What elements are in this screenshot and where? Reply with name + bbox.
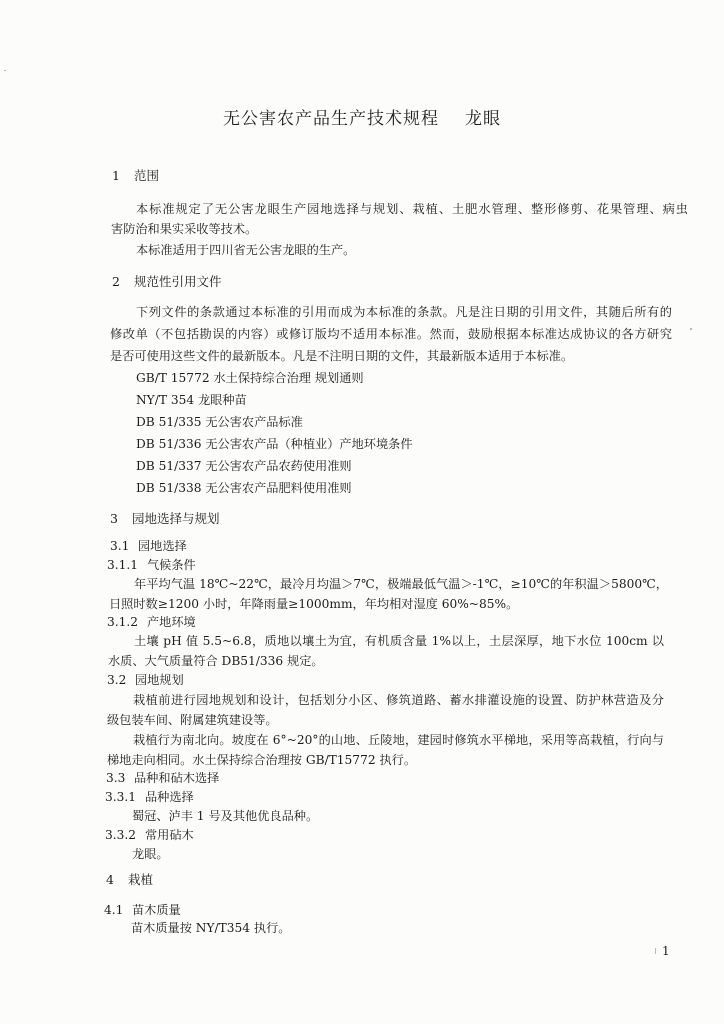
scan-artifact [4, 70, 6, 71]
section-title: 气候条件 [147, 558, 196, 572]
subsection-3-2-heading [107, 672, 184, 688]
section-number: 1 [112, 168, 120, 183]
s41-paragraph: 苗木质量按 NY/T354 执行。 [131, 921, 291, 935]
reference-item: NY/T 354 龙眼种苗 [136, 393, 247, 407]
section-1-heading [112, 168, 159, 184]
s2-paragraph-1-line-1: 下列文件的条款通过本标准的引用而成为本标准的条款。凡是注日期的引用文件，其随后所有的 [136, 305, 672, 319]
subsection-3-3-heading [106, 770, 219, 786]
section-title: 园地选择与规划 [132, 511, 220, 526]
section-number: 3.3.2 [105, 828, 137, 842]
section-title: 规范性引用文件 [134, 274, 222, 289]
s2-paragraph-1-line-3: 是否可使用这些文件的最新版本。凡是不注明日期的文件，其最新版本适用于本标准。 [110, 349, 574, 363]
section-title: 品种和砧木选择 [134, 771, 220, 785]
section-title: 园地选择 [138, 539, 187, 553]
section-number: 3.1 [110, 539, 130, 553]
subsection-3-3-2-heading [105, 827, 194, 843]
s311-paragraph-line-2: 日照时数≥1200 小时，年降雨量≥1000mm，年均相对湿度 60%~85%。 [109, 597, 519, 611]
section-number: 3.3.1 [105, 790, 137, 804]
section-title: 范围 [134, 168, 160, 183]
s32-paragraph-1-line-2: 级包装车间、附属建筑建设等。 [107, 713, 278, 727]
section-number: 3.2 [107, 673, 127, 687]
s311-paragraph-line-1: 年平均气温 18℃~22℃，最冷月均温＞7℃，极端最低气温＞-1℃，≥10℃的年积温＞5800℃， [134, 577, 668, 591]
section-number: 3 [110, 511, 118, 526]
title-subtitle: 龙眼 [465, 109, 501, 129]
section-title: 栽植 [128, 872, 154, 887]
scan-artifact [655, 948, 656, 954]
s1-paragraph-1-line-2: 害防治和果实采收等技术。 [111, 222, 258, 236]
subsection-3-3-1-heading [105, 789, 194, 805]
section-title: 常用砧木 [145, 828, 194, 842]
section-title: 苗木质量 [132, 903, 181, 917]
section-number: 4.1 [104, 903, 124, 917]
s312-paragraph-line-2: 水质、大气质量符合 DB51/336 规定。 [108, 654, 324, 668]
s331-paragraph: 蜀冠、泸丰 1 号及其他优良品种。 [132, 809, 319, 823]
s1-paragraph-2: 本标准适用于四川省无公害龙眼的生产。 [136, 243, 356, 257]
subsection-4-1-heading [104, 902, 181, 918]
s32-paragraph-2-line-1: 栽植行为南北向。坡度在 6°~20°的山地、丘陵地，建园时修筑水平梯地，采用等高栽植，行向与 [133, 733, 664, 747]
reference-item: DB 51/335 无公害农产品标准 [136, 415, 303, 429]
s312-paragraph-line-1: 土壤 pH 值 5.5~6.8，质地以壤土为宜，有机质含量 1%以上，土层深厚，地下水位 100cm 以 [134, 634, 664, 648]
reference-item: GB/T 15772 水土保持综合治理 规划通则 [136, 371, 364, 385]
scan-artifact [690, 328, 692, 330]
s32-paragraph-2-line-2: 梯地走向相同。水土保持综合治理按 GB/T15772 执行。 [107, 753, 417, 767]
s2-paragraph-1-line-2: 修改单（不包括勘误的内容）或修订版均不适用本标准。然而，鼓励根据本标准达成协议的各方研究 [110, 327, 672, 341]
subsection-3-1-heading [110, 538, 187, 554]
title-main: 无公害农产品生产技术规程 [223, 109, 439, 129]
page-number: 1 [662, 944, 670, 958]
subsection-3-1-2-heading [107, 614, 196, 630]
section-title: 产地环境 [147, 615, 196, 629]
reference-item: DB 51/338 无公害农产品肥料使用准则 [136, 481, 352, 495]
reference-item: DB 51/337 无公害农产品农药使用准则 [136, 459, 352, 473]
section-2-heading [112, 274, 222, 290]
section-title: 园地规划 [135, 673, 184, 687]
s32-paragraph-1-line-1: 栽植前进行园地规划和设计，包括划分小区、修筑道路、蓄水排灌设施的设置、防护林营造及分 [133, 693, 664, 707]
document-title [0, 104, 724, 129]
section-3-heading [110, 511, 220, 527]
section-number: 3.1.1 [107, 558, 139, 572]
section-number: 3.1.2 [107, 615, 139, 629]
section-number: 4 [106, 872, 114, 887]
subsection-3-1-1-heading [107, 557, 196, 573]
section-title: 品种选择 [145, 790, 194, 804]
section-number: 3.3 [106, 771, 126, 785]
reference-item: DB 51/336 无公害农产品（种植业）产地环境条件 [136, 437, 413, 451]
s1-paragraph-1-line-1: 本标准规定了无公害龙眼生产园地选择与规划、栽植、土肥水管理、整形修剪、花果管理、病虫 [136, 202, 688, 216]
section-number: 2 [112, 274, 120, 289]
s332-paragraph: 龙眼。 [132, 847, 169, 861]
section-4-heading [106, 872, 153, 888]
